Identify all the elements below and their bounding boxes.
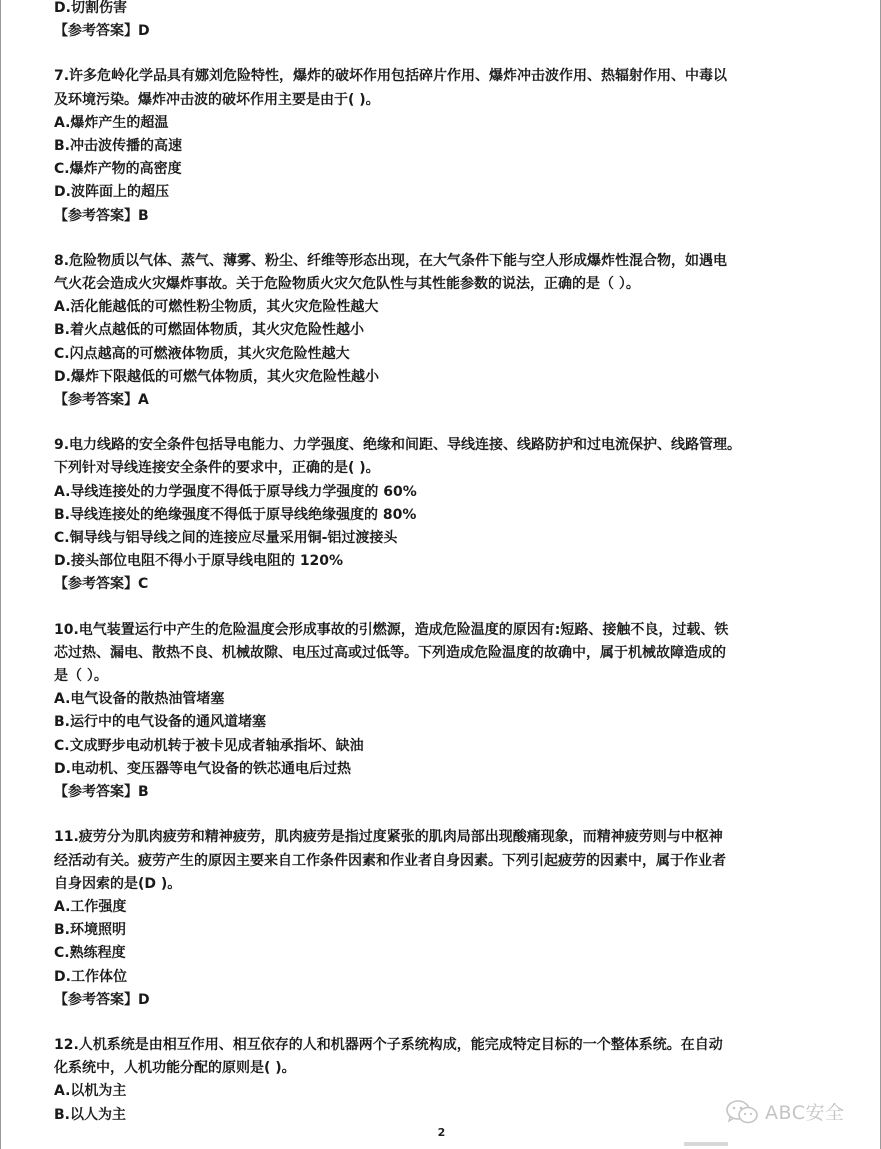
page-content bbox=[54, 0, 834, 1127]
watermark bbox=[725, 1098, 844, 1125]
question-option: D.工作体位 bbox=[54, 968, 127, 985]
question-option: D.爆炸下限越低的可燃气体物质，其火灾危险性越小 bbox=[54, 368, 379, 385]
question-stem-line: 12.人机系统是由相互作用、相互依存的人和机器两个子系统构成，能完成特定目标的一个整体系统。在自动 bbox=[54, 1036, 723, 1053]
answer-line: 【参考答案】D bbox=[54, 23, 150, 40]
question-option: D.接头部位电阻不得小于原导线电阻的 120% bbox=[54, 553, 344, 570]
question-option: D.波阵面上的超压 bbox=[54, 184, 169, 201]
question-option: A.电气设备的散热油管堵塞 bbox=[54, 691, 225, 708]
answer-line: 【参考答案】A bbox=[54, 392, 149, 409]
previous-question-tail bbox=[54, 0, 834, 43]
question-stem-line: 9.电力线路的安全条件包括导电能力、力学强度、绝缘和间距、导线连接、线路防护和过电流保护、线路管理。 bbox=[54, 437, 742, 454]
question-stem-line: 经活动有关。疲劳产生的原因主要来自工作条件因素和作业者自身因素。下列引起疲劳的因素中，属于作业者 bbox=[54, 852, 726, 869]
question-option: B.导线连接处的绝缘强度不得低于原导线绝缘强度的 80% bbox=[54, 506, 417, 523]
question-stem-line: 是（ ）。 bbox=[54, 668, 108, 685]
question-stem-line: 10.电气装置运行中产生的危险温度会形成事故的引燃源，造成危险温度的原因有:短路、接触不良，过载、铁 bbox=[54, 621, 729, 638]
question-block bbox=[54, 250, 834, 412]
question-option: B.以人为主 bbox=[54, 1106, 126, 1123]
question-block bbox=[54, 826, 834, 1012]
question-option: A.活化能越低的可燃性粉尘物质，其火灾危险性越大 bbox=[54, 299, 379, 316]
answer-line: 【参考答案】C bbox=[54, 576, 149, 593]
question-stem-line: 芯过热、漏电、散热不良、机械故隙、电压过高或过低等。下列造成危险温度的故确中，属于机械故障造成的 bbox=[54, 644, 726, 661]
question-block bbox=[54, 619, 834, 805]
answer-line: 【参考答案】B bbox=[54, 207, 149, 224]
question-option: A.工作强度 bbox=[54, 898, 127, 915]
question-option: A.以机为主 bbox=[54, 1083, 127, 1100]
question-stem-line: 气火花会造成火灾爆炸事故。关于危险物质火灾欠危队性与其性能参数的说法，正确的是（ ）。 bbox=[54, 276, 640, 293]
footer-mark bbox=[684, 1142, 728, 1146]
option-d: D.切割伤害 bbox=[54, 0, 127, 16]
question-option: B.着火点越低的可燃固体物质，其火灾危险性越小 bbox=[54, 322, 364, 339]
watermark-text: ABC安全 bbox=[765, 1102, 845, 1124]
question-option: B.环境照明 bbox=[54, 922, 126, 939]
wechat-icon bbox=[725, 1099, 759, 1125]
answer-line: 【参考答案】B bbox=[54, 784, 149, 801]
question-list bbox=[54, 65, 834, 1126]
question-stem-line: 7.许多危岭化学品具有娜刘危险特性，爆炸的破坏作用包括碎片作用、爆炸冲击波作用、热辐射作用、中毒以 bbox=[54, 68, 728, 85]
question-block bbox=[54, 1034, 834, 1127]
question-stem-line: 11.疲劳分为肌肉疲劳和精神疲劳，肌肉疲劳是指过度紧张的肌肉局部出现酸痛现象，而精神疲劳则与中枢神 bbox=[54, 829, 723, 846]
question-block bbox=[54, 434, 834, 596]
page-number: 2 bbox=[437, 1126, 446, 1139]
question-option: C.闪点越高的可燃液体物质，其火灾危险性越大 bbox=[54, 345, 350, 362]
question-option: A.导线连接处的力学强度不得低于原导线力学强度的 60% bbox=[54, 483, 417, 500]
question-block bbox=[54, 65, 834, 227]
question-option: A.爆炸产生的超温 bbox=[54, 114, 169, 131]
question-option: D.电动机、变压器等电气设备的铁芯通电后过热 bbox=[54, 760, 351, 777]
answer-line: 【参考答案】D bbox=[54, 991, 150, 1008]
question-stem-line: 自身因索的是(D )。 bbox=[54, 875, 182, 892]
question-option: B.冲击波传播的高速 bbox=[54, 138, 182, 155]
question-option: C.爆炸产物的高密度 bbox=[54, 161, 182, 178]
question-option: C.熟练程度 bbox=[54, 945, 126, 962]
question-stem-line: 化系统中，人机功能分配的原则是( )。 bbox=[54, 1060, 296, 1077]
question-stem-line: 下列针对导线连接安全条件的要求中，正确的是( )。 bbox=[54, 460, 380, 477]
question-option: B.运行中的电气设备的通风道堵塞 bbox=[54, 714, 266, 731]
question-option: C.铜导线与铝导线之间的连接应尽量采用铜-铝过渡接头 bbox=[54, 530, 398, 547]
question-stem-line: 及环境污染。爆炸冲击波的破坏作用主要是由于( )。 bbox=[54, 91, 380, 108]
question-option: C.文成野步电动机转于被卡见成者轴承指坏、缺油 bbox=[54, 737, 364, 754]
question-stem-line: 8.危险物质以气体、蒸气、薄雾、粉尘、纤维等形态出现，在大气条件下能与空人形成爆炸性混合物，如遇电 bbox=[54, 252, 728, 269]
